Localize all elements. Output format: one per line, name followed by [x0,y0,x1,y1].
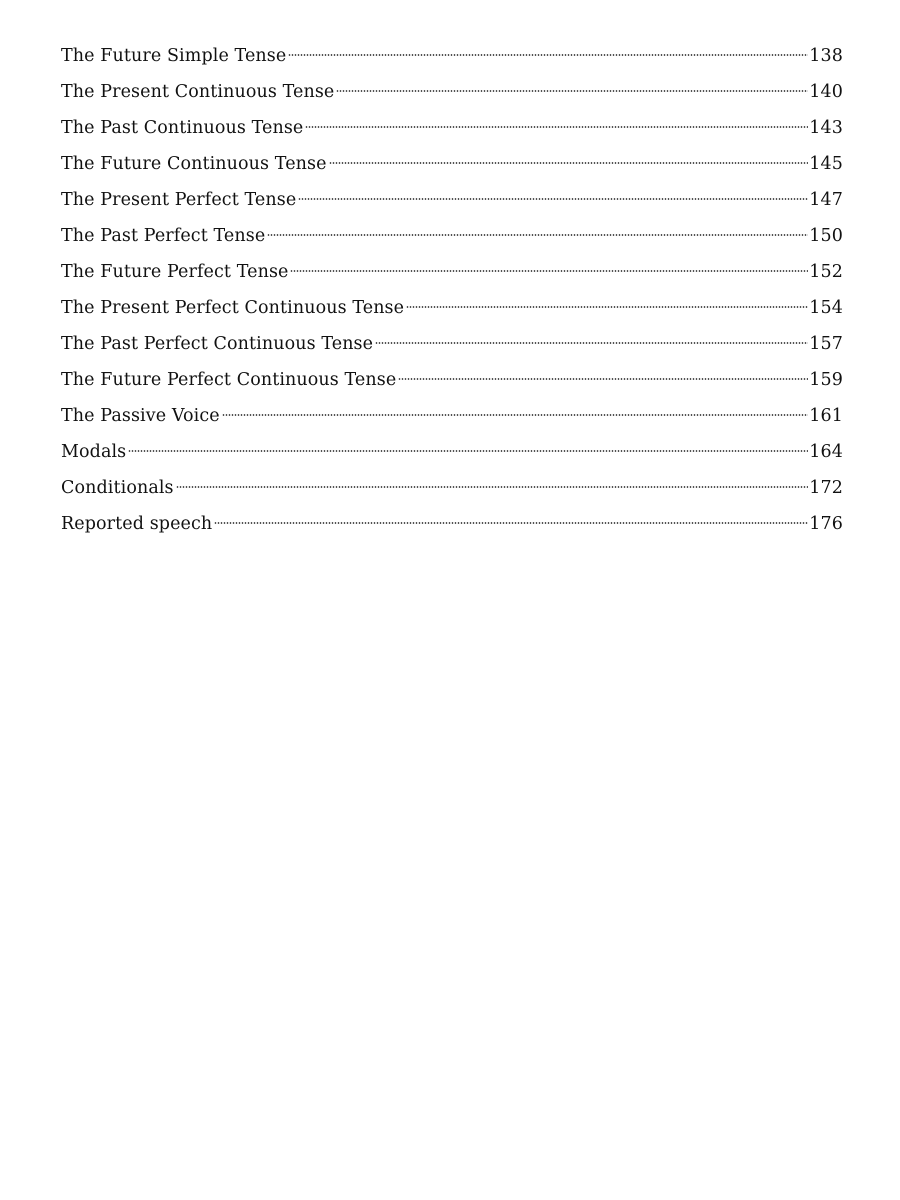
toc-entry-page-number[interactable]: 164 [809,442,843,462]
toc-entry-page-number[interactable]: 143 [809,118,843,138]
toc-entry-title[interactable]: The Passive Voice [61,406,220,426]
toc-entry-title[interactable]: Reported speech [61,514,213,534]
toc-entry-title[interactable]: The Present Continuous Tense [61,82,335,102]
dot-leader [267,234,808,236]
toc-entry-title[interactable]: The Future Continuous Tense [61,154,327,174]
toc-entry[interactable] [61,290,843,326]
dot-leader [290,270,808,272]
dot-leader [288,54,808,56]
toc-entry-title[interactable]: The Future Perfect Tense [61,262,289,282]
dot-leader [398,378,808,380]
toc-entry-page-number[interactable]: 140 [809,82,843,102]
dot-leader [406,306,808,308]
dot-leader [176,486,809,488]
toc-entry[interactable] [61,326,843,362]
toc-entry-page-number[interactable]: 161 [809,406,843,426]
toc-entry[interactable] [61,398,843,434]
dot-leader [298,198,808,200]
toc-entry-page-number[interactable]: 157 [809,334,843,354]
toc-entry-title[interactable]: The Future Simple Tense [61,46,287,66]
toc-entry-title[interactable]: Conditionals [61,478,174,498]
toc-entry-page-number[interactable]: 159 [809,370,843,390]
dot-leader [128,450,808,452]
toc-entry-page-number[interactable]: 145 [809,154,843,174]
toc-entry[interactable] [61,470,843,506]
dot-leader [222,414,809,416]
toc-entry-page-number[interactable]: 138 [809,46,843,66]
toc-entry[interactable] [61,110,843,146]
table-of-contents [61,38,843,542]
toc-entry-page-number[interactable]: 154 [809,298,843,318]
dot-leader [336,90,808,92]
toc-entry-page-number[interactable]: 147 [809,190,843,210]
toc-entry[interactable] [61,434,843,470]
toc-entry-page-number[interactable]: 152 [809,262,843,282]
toc-entry-title[interactable]: The Present Perfect Continuous Tense [61,298,405,318]
toc-entry[interactable] [61,74,843,110]
dot-leader [305,126,808,128]
toc-entry[interactable] [61,218,843,254]
toc-entry-page-number[interactable]: 150 [809,226,843,246]
toc-entry[interactable] [61,362,843,398]
dot-leader [214,522,808,524]
toc-entry-title[interactable]: The Past Continuous Tense [61,118,304,138]
toc-entry[interactable] [61,38,843,74]
toc-entry[interactable] [61,506,843,542]
toc-entry[interactable] [61,146,843,182]
toc-entry-page-number[interactable]: 172 [809,478,843,498]
toc-entry[interactable] [61,254,843,290]
toc-entry-title[interactable]: The Past Perfect Tense [61,226,266,246]
toc-entry-title[interactable]: The Future Perfect Continuous Tense [61,370,397,390]
toc-entry[interactable] [61,182,843,218]
toc-entry-title[interactable]: Modals [61,442,127,462]
toc-entry-title[interactable]: The Past Perfect Continuous Tense [61,334,374,354]
toc-entry-title[interactable]: The Present Perfect Tense [61,190,297,210]
toc-entry-page-number[interactable]: 176 [809,514,843,534]
dot-leader [329,162,809,164]
dot-leader [375,342,808,344]
